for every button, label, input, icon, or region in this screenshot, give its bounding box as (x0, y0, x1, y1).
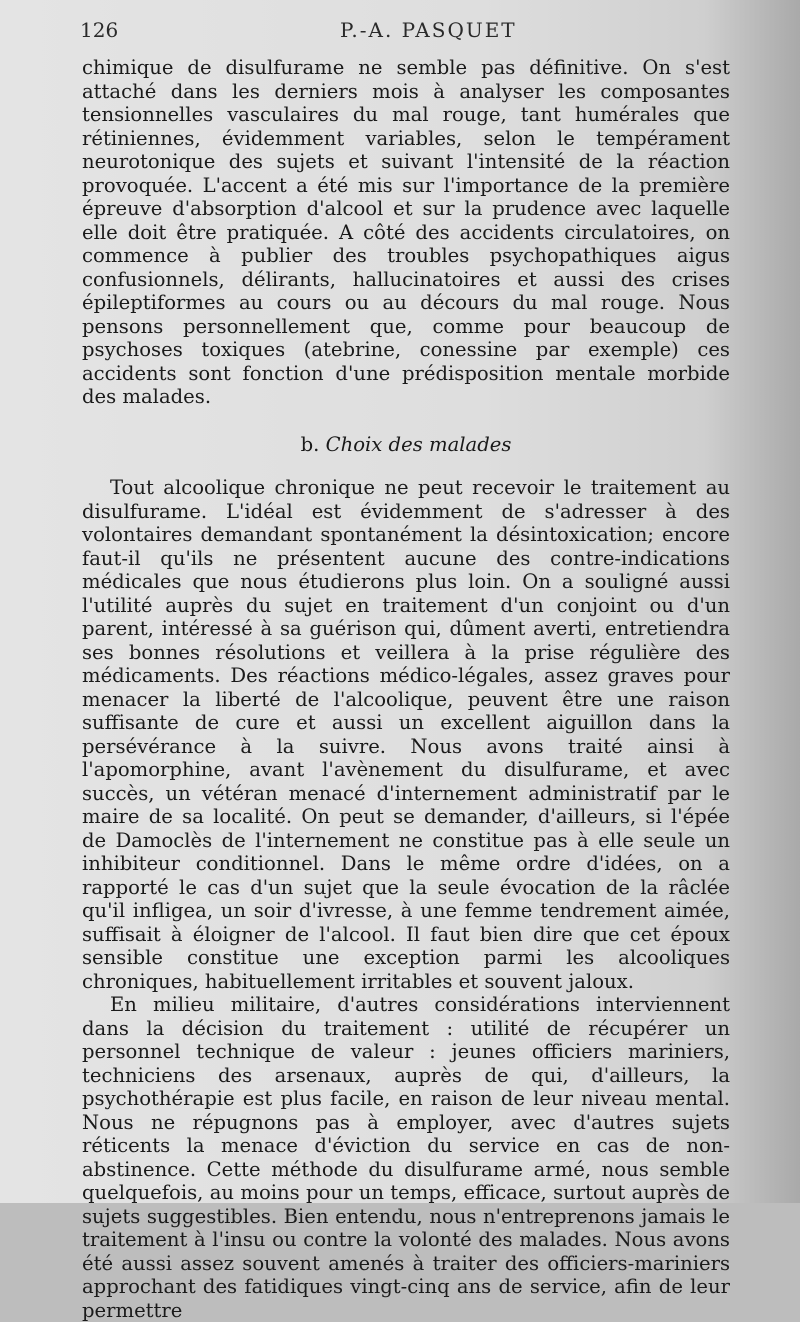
section-title: Choix des malades (325, 432, 512, 456)
running-head: P.-A. PASQUET (340, 18, 517, 42)
section-heading (82, 433, 730, 457)
body-text (82, 56, 730, 1322)
page-header (80, 18, 740, 48)
paragraph: Tout alcoolique chronique ne peut recevoir le traitement au disulfurame. L'idéal est évidemment de s'adresser à des volontaires demandant spontanément la désintoxication; encore faut-il qu'ils ne présentent aucune des contre-indications médicales que nous étudierons plus loin. On a souligné aussi l'utilité auprès du sujet en traitement d'un conjoint ou d'un parent, intéressé à sa guérison qui, dûment averti, entretiendra ses bonnes résolutions et veillera à la prise régulière des médicaments. Des réactions médico-légales, assez graves pour menacer la liberté de l'alcoolique, peuvent être une raison suffisante de cure et aussi un excellent aiguillon dans la persévérance à la suivre. Nous avons traité ainsi à l'apomorphine, avant l'avènement du disulfurame, et avec succès, un vétéran menacé d'internement administratif par le maire de sa localité. On peut se demander, d'ailleurs, si l'épée de Damoclès de l'internement ne constitue pas à elle seule un inhibiteur conditionnel. Dans le même ordre d'idées, on a rapporté le cas d'un sujet que la seule évocation de la râclée qu'il infligea, un soir d'ivresse, à une femme tendrement aimée, suffisait à éloigner de l'alcool. Il faut bien dire que cet époux sensible constitue une exception parmi les alcooliques chroniques, habituellement irritables et souvent jaloux. (82, 476, 730, 993)
section-letter: b. (300, 432, 320, 456)
page-number: 126 (80, 18, 119, 42)
paragraph-continued: chimique de disulfurame ne semble pas définitive. On s'est attaché dans les derniers mois à analyser les composantes tensionnelles vasculaires du mal rouge, tant humérales que rétiniennes, évidemment variables, selon le tempérament neurotonique des sujets et suivant l'intensité de la réaction provoquée. L'accent a été mis sur l'importance de la première épreuve d'absorption d'alcool et sur la prudence avec laquelle elle doit être pratiquée. A côté des accidents circulatoires, on commence à publier des troubles psychopathiques aigus confusionnels, délirants, hallucinatoires et aussi des crises épileptiformes au cours ou au décours du mal rouge. Nous pensons personnellement que, comme pour beaucoup de psychoses toxiques (atebrine, conessine par exemple) ces accidents sont fonction d'une prédisposition mentale morbide des malades. (82, 56, 730, 408)
paragraph: En milieu militaire, d'autres considérations interviennent dans la décision du traitement : utilité de récupérer un personnel technique de valeur : jeunes officiers mariniers, techniciens des arsenaux, auprès de qui, d'ailleurs, la psychothérapie est plus facile, en raison de leur niveau mental. Nous ne répugnons pas à employer, avec d'autres sujets réticents la menace d'éviction du service en cas de non-abstinence. Cette méthode du disulfurame armé, nous semble quelquefois, au moins pour un temps, efficace, surtout auprès de sujets suggestibles. Bien entendu, nous n'entreprenons jamais le traitement à l'insu ou contre la volonté des malades. Nous avons été aussi assez souvent amenés à traiter des officiers-mariniers approchant des fatidiques vingt-cinq ans de service, afin de leur permettre (82, 993, 730, 1322)
